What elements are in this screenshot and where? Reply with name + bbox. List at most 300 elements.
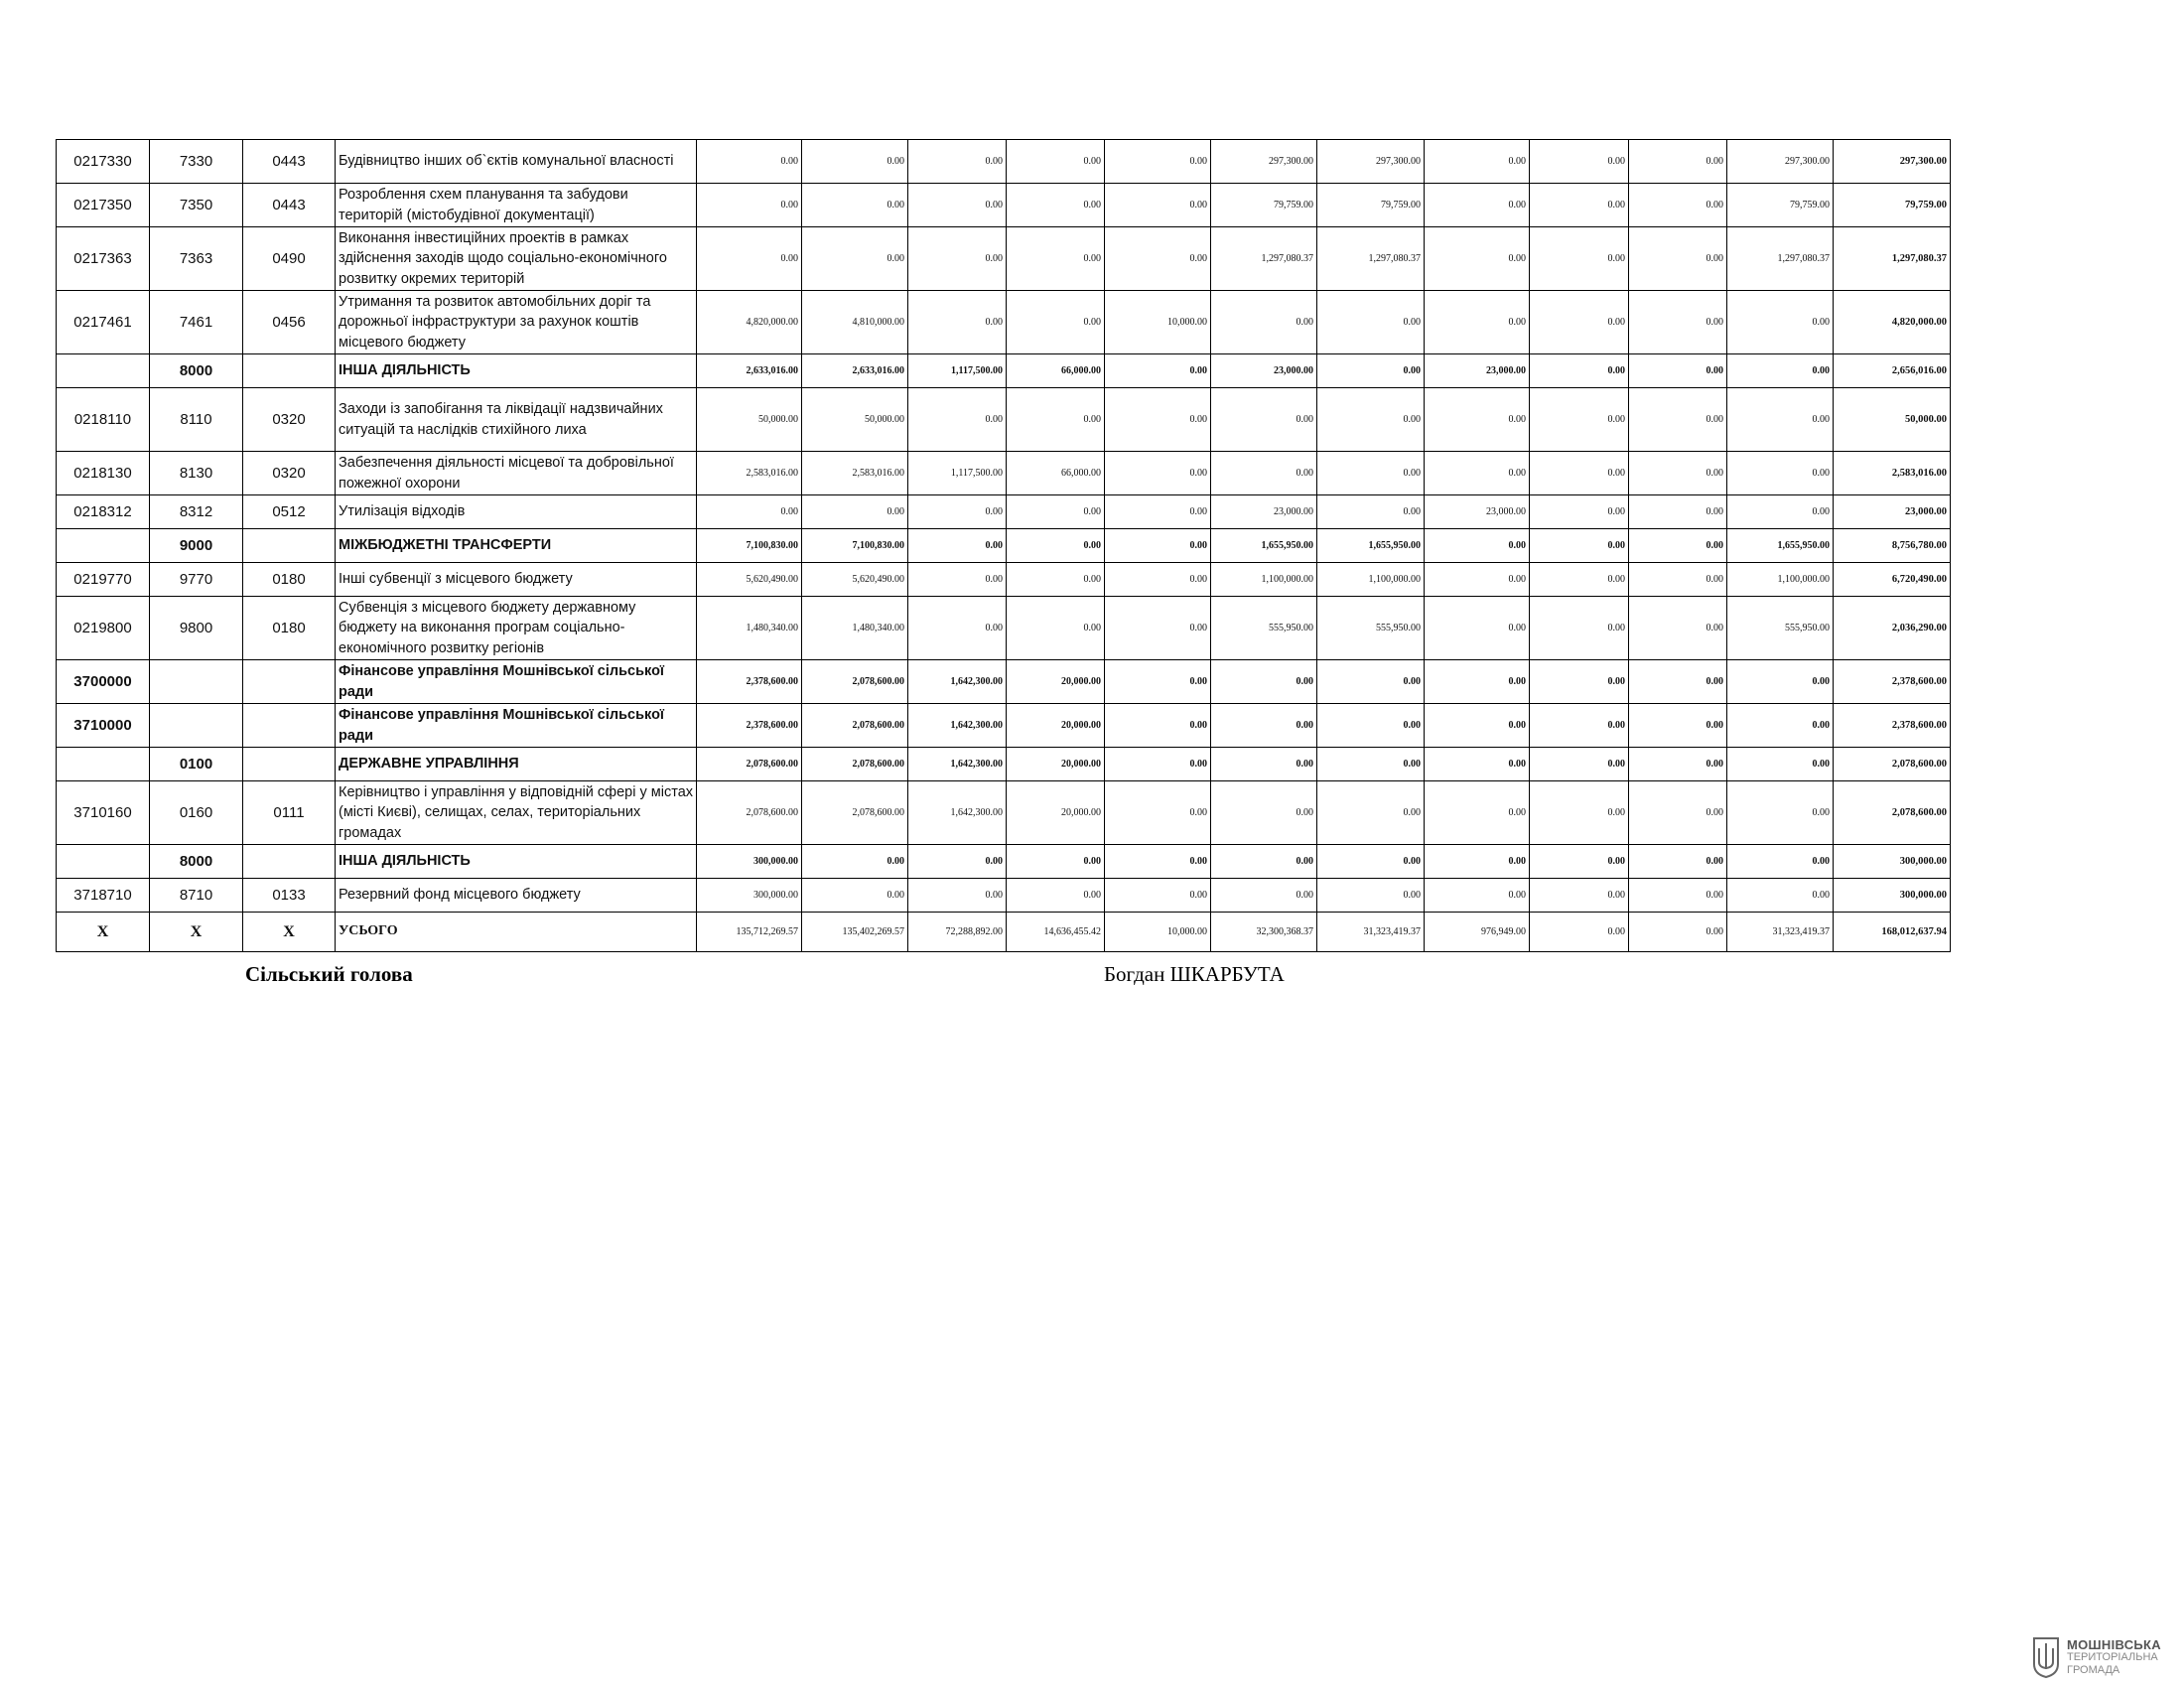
amount-cell: 0.00 — [1211, 452, 1317, 495]
amount-cell: 23,000.00 — [1425, 354, 1530, 388]
amount-cell: 0.00 — [1007, 563, 1105, 597]
amount-cell: 297,300.00 — [1727, 140, 1834, 184]
amount-cell: 0.00 — [1105, 388, 1211, 452]
classification-code-cell: 0443 — [243, 184, 336, 227]
amount-cell: 0.00 — [697, 227, 802, 291]
amount-cell: 0.00 — [1530, 184, 1629, 227]
amount-cell: 23,000.00 — [1425, 495, 1530, 529]
amount-cell: 0.00 — [908, 184, 1007, 227]
classification-code-cell — [243, 660, 336, 704]
table-row — [57, 704, 1951, 748]
amount-cell: 0.00 — [802, 140, 908, 184]
amount-cell: 0.00 — [908, 845, 1007, 879]
amount-cell: 0.00 — [1727, 748, 1834, 781]
table-row — [57, 227, 1951, 291]
amount-cell: 1,100,000.00 — [1211, 563, 1317, 597]
amount-cell: 0.00 — [802, 845, 908, 879]
program-code-cell: 3718710 — [57, 879, 150, 913]
table-row — [57, 291, 1951, 354]
signature-name: Богдан ШКАРБУТА — [1104, 962, 1285, 986]
amount-cell: 0.00 — [1530, 529, 1629, 563]
item-name-cell: Розроблення схем планування та забудови територій (містобудівної документації) — [336, 184, 697, 227]
function-code-cell: 8110 — [150, 388, 243, 452]
amount-cell: 0.00 — [1629, 879, 1727, 913]
total-amount-cell: 1,297,080.37 — [1834, 227, 1951, 291]
classification-code-cell: 0320 — [243, 452, 336, 495]
amount-cell: 1,642,300.00 — [908, 781, 1007, 845]
amount-cell: 14,636,455.42 — [1007, 913, 1105, 952]
amount-cell: 0.00 — [908, 879, 1007, 913]
table-row — [57, 597, 1951, 660]
total-amount-cell: 2,078,600.00 — [1834, 781, 1951, 845]
item-name-cell: Виконання інвестиційних проектів в рамках здійснення заходів щодо соціально-економічного розвитку окремих територій — [336, 227, 697, 291]
table-row — [57, 388, 1951, 452]
amount-cell: 0.00 — [1530, 452, 1629, 495]
amount-cell: 7,100,830.00 — [802, 529, 908, 563]
community-logo — [2031, 1636, 2161, 1678]
item-name-cell: Забезпечення діяльності місцевої та добровільної пожежної охорони — [336, 452, 697, 495]
total-amount-cell: 50,000.00 — [1834, 388, 1951, 452]
budget-table — [56, 139, 1951, 952]
table-row — [57, 354, 1951, 388]
amount-cell: 23,000.00 — [1211, 354, 1317, 388]
amount-cell: 0.00 — [1425, 781, 1530, 845]
amount-cell: 0.00 — [1007, 388, 1105, 452]
amount-cell: 0.00 — [1530, 291, 1629, 354]
amount-cell: 0.00 — [802, 879, 908, 913]
function-code-cell: 7330 — [150, 140, 243, 184]
amount-cell: 0.00 — [1105, 660, 1211, 704]
item-name-cell: ІНША ДІЯЛЬНІСТЬ — [336, 354, 697, 388]
classification-code-cell — [243, 748, 336, 781]
amount-cell: 0.00 — [1629, 227, 1727, 291]
amount-cell: 0.00 — [1530, 781, 1629, 845]
amount-cell: 0.00 — [1629, 140, 1727, 184]
classification-code-cell: 0512 — [243, 495, 336, 529]
program-code-cell: 0218312 — [57, 495, 150, 529]
amount-cell: 0.00 — [1317, 660, 1425, 704]
amount-cell: 0.00 — [1425, 452, 1530, 495]
amount-cell: 2,583,016.00 — [802, 452, 908, 495]
function-code-cell: 0100 — [150, 748, 243, 781]
total-amount-cell: 4,820,000.00 — [1834, 291, 1951, 354]
amount-cell: 976,949.00 — [1425, 913, 1530, 952]
table-row — [57, 140, 1951, 184]
amount-cell: 32,300,368.37 — [1211, 913, 1317, 952]
amount-cell: 555,950.00 — [1211, 597, 1317, 660]
total-amount-cell: 297,300.00 — [1834, 140, 1951, 184]
amount-cell: 0.00 — [1317, 704, 1425, 748]
amount-cell: 2,078,600.00 — [802, 781, 908, 845]
total-amount-cell: 23,000.00 — [1834, 495, 1951, 529]
function-code-cell: 9000 — [150, 529, 243, 563]
item-name-cell: УСЬОГО — [336, 913, 697, 952]
amount-cell: 7,100,830.00 — [697, 529, 802, 563]
amount-cell: 1,480,340.00 — [697, 597, 802, 660]
item-name-cell: МІЖБЮДЖЕТНІ ТРАНСФЕРТИ — [336, 529, 697, 563]
item-name-cell: Заходи із запобігання та ліквідації надзвичайних ситуацій та наслідків стихійного лиха — [336, 388, 697, 452]
amount-cell: 0.00 — [1105, 748, 1211, 781]
amount-cell: 0.00 — [1629, 563, 1727, 597]
program-code-cell: 0219800 — [57, 597, 150, 660]
amount-cell: 0.00 — [1530, 563, 1629, 597]
amount-cell: 50,000.00 — [697, 388, 802, 452]
amount-cell: 0.00 — [1007, 495, 1105, 529]
amount-cell: 2,378,600.00 — [697, 704, 802, 748]
amount-cell: 0.00 — [1425, 563, 1530, 597]
table-body — [57, 140, 1951, 952]
amount-cell: 0.00 — [1317, 879, 1425, 913]
table-row — [57, 748, 1951, 781]
amount-cell: 2,633,016.00 — [802, 354, 908, 388]
amount-cell: 0.00 — [1105, 140, 1211, 184]
amount-cell: 0.00 — [1530, 140, 1629, 184]
amount-cell: 1,117,500.00 — [908, 452, 1007, 495]
amount-cell: 0.00 — [908, 597, 1007, 660]
amount-cell: 135,402,269.57 — [802, 913, 908, 952]
amount-cell: 0.00 — [1317, 845, 1425, 879]
amount-cell: 0.00 — [1727, 452, 1834, 495]
amount-cell: 0.00 — [908, 140, 1007, 184]
amount-cell: 0.00 — [1317, 495, 1425, 529]
signature-title: Сільський голова — [245, 962, 413, 986]
program-code-cell: 0218110 — [57, 388, 150, 452]
amount-cell: 0.00 — [1629, 495, 1727, 529]
classification-code-cell: 0111 — [243, 781, 336, 845]
amount-cell: 0.00 — [908, 563, 1007, 597]
amount-cell: 0.00 — [1629, 660, 1727, 704]
table-row — [57, 660, 1951, 704]
amount-cell: 0.00 — [697, 184, 802, 227]
amount-cell: 0.00 — [1629, 748, 1727, 781]
function-code-cell: 8000 — [150, 354, 243, 388]
amount-cell: 0.00 — [1105, 495, 1211, 529]
amount-cell: 0.00 — [1317, 354, 1425, 388]
amount-cell: 1,655,950.00 — [1317, 529, 1425, 563]
amount-cell: 0.00 — [1629, 291, 1727, 354]
table-row — [57, 529, 1951, 563]
amount-cell: 0.00 — [1629, 913, 1727, 952]
program-code-cell: 0217350 — [57, 184, 150, 227]
amount-cell: 0.00 — [1425, 140, 1530, 184]
trident-emblem-icon — [2031, 1636, 2061, 1678]
amount-cell: 23,000.00 — [1211, 495, 1317, 529]
amount-cell: 0.00 — [1530, 495, 1629, 529]
amount-cell: 0.00 — [1727, 704, 1834, 748]
amount-cell: 0.00 — [1105, 781, 1211, 845]
amount-cell: 0.00 — [1317, 748, 1425, 781]
total-amount-cell: 6,720,490.00 — [1834, 563, 1951, 597]
amount-cell: 0.00 — [1425, 184, 1530, 227]
classification-code-cell: 0320 — [243, 388, 336, 452]
classification-code-cell: 0180 — [243, 597, 336, 660]
amount-cell: 10,000.00 — [1105, 913, 1211, 952]
amount-cell: 0.00 — [1727, 781, 1834, 845]
amount-cell: 0.00 — [1727, 879, 1834, 913]
amount-cell: 10,000.00 — [1105, 291, 1211, 354]
amount-cell: 0.00 — [1211, 388, 1317, 452]
total-amount-cell: 2,078,600.00 — [1834, 748, 1951, 781]
amount-cell: 0.00 — [1425, 291, 1530, 354]
amount-cell: 0.00 — [1629, 184, 1727, 227]
amount-cell: 0.00 — [1007, 291, 1105, 354]
table-row — [57, 495, 1951, 529]
amount-cell: 0.00 — [697, 495, 802, 529]
amount-cell: 2,078,600.00 — [802, 704, 908, 748]
amount-cell: 79,759.00 — [1727, 184, 1834, 227]
amount-cell: 0.00 — [1317, 452, 1425, 495]
program-code-cell: 0218130 — [57, 452, 150, 495]
amount-cell: 0.00 — [908, 388, 1007, 452]
amount-cell: 20,000.00 — [1007, 704, 1105, 748]
amount-cell: 0.00 — [1629, 845, 1727, 879]
total-amount-cell: 300,000.00 — [1834, 879, 1951, 913]
function-code-cell: 0160 — [150, 781, 243, 845]
amount-cell: 66,000.00 — [1007, 354, 1105, 388]
amount-cell: 0.00 — [1105, 563, 1211, 597]
amount-cell: 0.00 — [1530, 660, 1629, 704]
amount-cell: 0.00 — [908, 495, 1007, 529]
table-row — [57, 879, 1951, 913]
amount-cell: 1,655,950.00 — [1211, 529, 1317, 563]
amount-cell: 0.00 — [1317, 781, 1425, 845]
amount-cell: 1,100,000.00 — [1727, 563, 1834, 597]
program-code-cell — [57, 845, 150, 879]
logo-line-3: ГРОМАДА — [2067, 1663, 2120, 1676]
amount-cell: 0.00 — [1211, 879, 1317, 913]
amount-cell: 1,297,080.37 — [1727, 227, 1834, 291]
function-code-cell: 9770 — [150, 563, 243, 597]
item-name-cell: Інші субвенції з місцевого бюджету — [336, 563, 697, 597]
amount-cell: 0.00 — [1727, 495, 1834, 529]
amount-cell: 0.00 — [1105, 597, 1211, 660]
amount-cell: 0.00 — [1530, 879, 1629, 913]
function-code-cell: X — [150, 913, 243, 952]
program-code-cell — [57, 529, 150, 563]
item-name-cell: Утримання та розвиток автомобільних доріг та дорожньої інфраструктури за рахунок коштів місцевого бюджету — [336, 291, 697, 354]
item-name-cell: Резервний фонд місцевого бюджету — [336, 879, 697, 913]
classification-code-cell: 0456 — [243, 291, 336, 354]
amount-cell: 0.00 — [1727, 291, 1834, 354]
amount-cell: 72,288,892.00 — [908, 913, 1007, 952]
logo-line-2: ТЕРИТОРІАЛЬНА — [2067, 1650, 2158, 1663]
amount-cell: 0.00 — [1105, 704, 1211, 748]
program-code-cell: 3710000 — [57, 704, 150, 748]
amount-cell: 0.00 — [1530, 845, 1629, 879]
total-amount-cell: 8,756,780.00 — [1834, 529, 1951, 563]
total-amount-cell: 2,378,600.00 — [1834, 704, 1951, 748]
amount-cell: 297,300.00 — [1317, 140, 1425, 184]
amount-cell: 0.00 — [1530, 704, 1629, 748]
amount-cell: 0.00 — [1425, 845, 1530, 879]
total-amount-cell: 2,656,016.00 — [1834, 354, 1951, 388]
amount-cell: 0.00 — [1425, 388, 1530, 452]
amount-cell: 2,078,600.00 — [697, 748, 802, 781]
amount-cell: 2,378,600.00 — [697, 660, 802, 704]
amount-cell: 0.00 — [1105, 227, 1211, 291]
amount-cell: 79,759.00 — [1211, 184, 1317, 227]
amount-cell: 2,633,016.00 — [697, 354, 802, 388]
function-code-cell: 7350 — [150, 184, 243, 227]
amount-cell: 0.00 — [908, 291, 1007, 354]
function-code-cell — [150, 660, 243, 704]
amount-cell: 0.00 — [802, 227, 908, 291]
amount-cell: 0.00 — [1530, 227, 1629, 291]
amount-cell: 0.00 — [1211, 781, 1317, 845]
amount-cell: 2,078,600.00 — [802, 660, 908, 704]
amount-cell: 79,759.00 — [1317, 184, 1425, 227]
amount-cell: 0.00 — [1211, 660, 1317, 704]
total-amount-cell: 2,583,016.00 — [1834, 452, 1951, 495]
total-amount-cell: 79,759.00 — [1834, 184, 1951, 227]
item-name-cell: Керівництво і управління у відповідній сфері у містах (місті Києві), селищах, селах, територіальних громадах — [336, 781, 697, 845]
amount-cell: 2,583,016.00 — [697, 452, 802, 495]
amount-cell: 0.00 — [1629, 452, 1727, 495]
item-name-cell: Фінансове управління Мошнівської сільської ради — [336, 660, 697, 704]
amount-cell: 20,000.00 — [1007, 781, 1105, 845]
amount-cell: 0.00 — [1105, 354, 1211, 388]
amount-cell: 1,642,300.00 — [908, 748, 1007, 781]
amount-cell: 297,300.00 — [1211, 140, 1317, 184]
total-amount-cell: 2,036,290.00 — [1834, 597, 1951, 660]
amount-cell: 5,620,490.00 — [802, 563, 908, 597]
amount-cell: 0.00 — [1211, 704, 1317, 748]
amount-cell: 0.00 — [1007, 845, 1105, 879]
amount-cell: 1,480,340.00 — [802, 597, 908, 660]
amount-cell: 0.00 — [1105, 452, 1211, 495]
amount-cell: 0.00 — [1425, 529, 1530, 563]
amount-cell: 0.00 — [1425, 227, 1530, 291]
amount-cell: 0.00 — [1007, 140, 1105, 184]
amount-cell: 0.00 — [1530, 597, 1629, 660]
amount-cell: 1,117,500.00 — [908, 354, 1007, 388]
amount-cell: 135,712,269.57 — [697, 913, 802, 952]
amount-cell: 0.00 — [1317, 291, 1425, 354]
amount-cell: 1,297,080.37 — [1317, 227, 1425, 291]
amount-cell: 0.00 — [697, 140, 802, 184]
amount-cell: 555,950.00 — [1317, 597, 1425, 660]
amount-cell: 0.00 — [1727, 845, 1834, 879]
classification-code-cell — [243, 354, 336, 388]
amount-cell: 0.00 — [802, 184, 908, 227]
function-code-cell — [150, 704, 243, 748]
program-code-cell: X — [57, 913, 150, 952]
amount-cell: 0.00 — [1425, 748, 1530, 781]
program-code-cell: 0217330 — [57, 140, 150, 184]
amount-cell: 0.00 — [1530, 913, 1629, 952]
amount-cell: 0.00 — [1007, 529, 1105, 563]
amount-cell: 2,078,600.00 — [697, 781, 802, 845]
function-code-cell: 8130 — [150, 452, 243, 495]
amount-cell: 5,620,490.00 — [697, 563, 802, 597]
amount-cell: 31,323,419.37 — [1317, 913, 1425, 952]
table-row — [57, 563, 1951, 597]
amount-cell: 0.00 — [1007, 184, 1105, 227]
amount-cell: 0.00 — [1530, 388, 1629, 452]
amount-cell: 50,000.00 — [802, 388, 908, 452]
table-row — [57, 781, 1951, 845]
table-row — [57, 845, 1951, 879]
table-row — [57, 452, 1951, 495]
item-name-cell: ІНША ДІЯЛЬНІСТЬ — [336, 845, 697, 879]
total-amount-cell: 300,000.00 — [1834, 845, 1951, 879]
program-code-cell: 3700000 — [57, 660, 150, 704]
amount-cell: 0.00 — [908, 227, 1007, 291]
amount-cell: 0.00 — [1317, 388, 1425, 452]
amount-cell: 0.00 — [1007, 597, 1105, 660]
amount-cell: 66,000.00 — [1007, 452, 1105, 495]
function-code-cell: 8710 — [150, 879, 243, 913]
amount-cell: 0.00 — [1727, 660, 1834, 704]
total-amount-cell: 168,012,637.94 — [1834, 913, 1951, 952]
amount-cell: 4,810,000.00 — [802, 291, 908, 354]
amount-cell: 0.00 — [1629, 388, 1727, 452]
table-row — [57, 913, 1951, 952]
amount-cell: 20,000.00 — [1007, 660, 1105, 704]
amount-cell: 0.00 — [1425, 879, 1530, 913]
amount-cell: 0.00 — [1727, 354, 1834, 388]
amount-cell: 0.00 — [1629, 704, 1727, 748]
item-name-cell: Субвенція з місцевого бюджету державному бюджету на виконання програм соціально-економічного розвитку регіонів — [336, 597, 697, 660]
amount-cell: 0.00 — [1727, 388, 1834, 452]
logo-line-1: МОШНІВСЬКА — [2067, 1636, 2161, 1652]
program-code-cell — [57, 354, 150, 388]
amount-cell: 0.00 — [1425, 660, 1530, 704]
amount-cell: 0.00 — [1105, 845, 1211, 879]
classification-code-cell — [243, 529, 336, 563]
program-code-cell — [57, 748, 150, 781]
item-name-cell: ДЕРЖАВНЕ УПРАВЛІННЯ — [336, 748, 697, 781]
function-code-cell: 8000 — [150, 845, 243, 879]
amount-cell: 1,655,950.00 — [1727, 529, 1834, 563]
amount-cell: 300,000.00 — [697, 879, 802, 913]
classification-code-cell: 0443 — [243, 140, 336, 184]
amount-cell: 0.00 — [1105, 184, 1211, 227]
amount-cell: 1,297,080.37 — [1211, 227, 1317, 291]
amount-cell: 0.00 — [908, 529, 1007, 563]
program-code-cell: 0217461 — [57, 291, 150, 354]
amount-cell: 0.00 — [1211, 748, 1317, 781]
amount-cell: 1,642,300.00 — [908, 704, 1007, 748]
classification-code-cell — [243, 845, 336, 879]
amount-cell: 4,820,000.00 — [697, 291, 802, 354]
function-code-cell: 7363 — [150, 227, 243, 291]
table-row — [57, 184, 1951, 227]
classification-code-cell — [243, 704, 336, 748]
classification-code-cell: 0133 — [243, 879, 336, 913]
amount-cell: 555,950.00 — [1727, 597, 1834, 660]
amount-cell: 31,323,419.37 — [1727, 913, 1834, 952]
amount-cell: 0.00 — [1007, 879, 1105, 913]
item-name-cell: Утилізація відходів — [336, 495, 697, 529]
amount-cell: 0.00 — [1629, 597, 1727, 660]
amount-cell: 0.00 — [1425, 704, 1530, 748]
program-code-cell: 0219770 — [57, 563, 150, 597]
amount-cell: 0.00 — [1629, 354, 1727, 388]
amount-cell: 0.00 — [1105, 529, 1211, 563]
amount-cell: 0.00 — [1211, 291, 1317, 354]
function-code-cell: 9800 — [150, 597, 243, 660]
amount-cell: 0.00 — [1530, 748, 1629, 781]
amount-cell: 0.00 — [1007, 227, 1105, 291]
classification-code-cell: 0180 — [243, 563, 336, 597]
amount-cell: 300,000.00 — [697, 845, 802, 879]
function-code-cell: 7461 — [150, 291, 243, 354]
amount-cell: 2,078,600.00 — [802, 748, 908, 781]
program-code-cell: 0217363 — [57, 227, 150, 291]
amount-cell: 0.00 — [1425, 597, 1530, 660]
item-name-cell: Фінансове управління Мошнівської сільської ради — [336, 704, 697, 748]
